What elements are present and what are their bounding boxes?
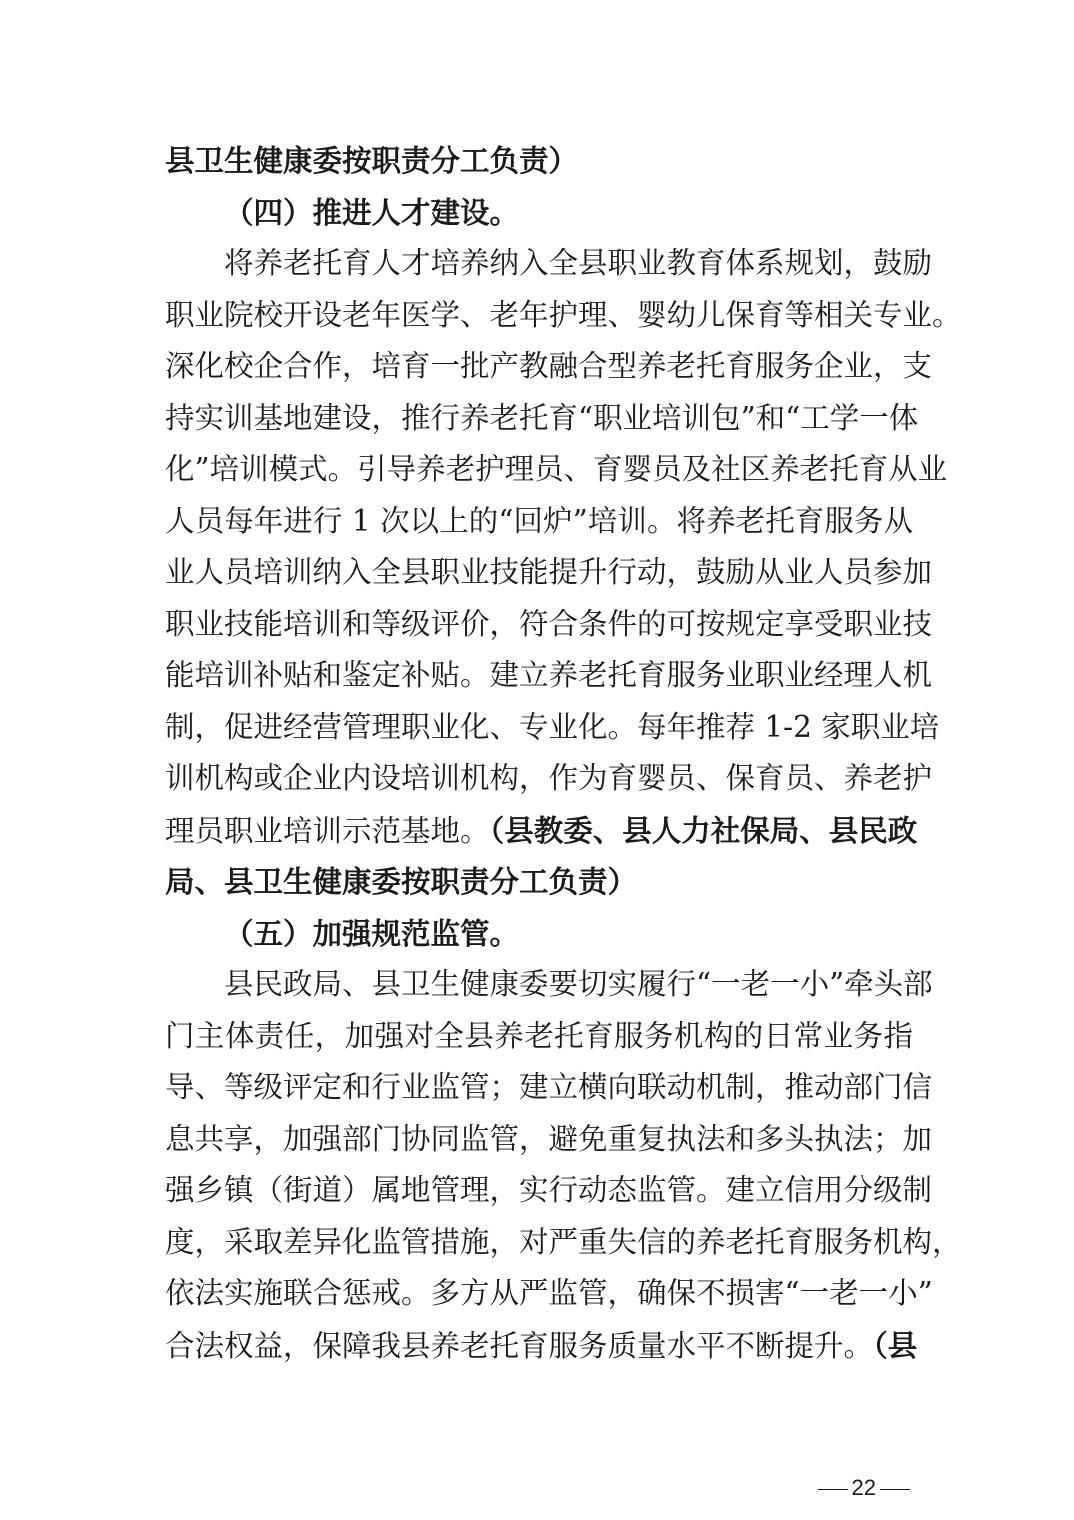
responsibility-text: （县教委、县人力社保局、县民政 [489, 812, 918, 848]
paragraph-line: 县民政局、县卫生健康委要切实履行“一老一小”牵头部 [224, 967, 933, 1001]
responsibility-line: 局、县卫生健康委按职责分工负责） [165, 864, 638, 899]
paragraph-line: 深化校企合作，培育一批产教融合型养老托育服务企业，支 [165, 349, 933, 383]
paragraph-text: 理员职业培训示范基地。 [165, 813, 490, 848]
paragraph-line: 度，采取差异化监管措施，对严重失信的养老托育服务机构， [165, 1224, 962, 1259]
paragraph-line: 息共享，加强部门协同监管，避免重复执法和多头执法；加 [165, 1121, 933, 1156]
paragraph-line: 职业院校开设老年医学、老年护理、婴幼儿保育等相关专业。 [165, 297, 962, 332]
paragraph-text: 合法权益，保障我县养老托育服务质量水平不断提升。 [165, 1328, 874, 1363]
paragraph-line: 职业技能培训和等级评价，符合条件的可按规定享受职业技 [165, 606, 933, 641]
section-4-heading: （四）推进人才建设。 [224, 194, 520, 230]
paragraph-line: 门主体责任，加强对全县养老托育服务机构的日常业务指 [165, 1018, 913, 1053]
footer-dash-right [880, 1489, 910, 1490]
paragraph-line: 将养老托育人才培养纳入全县职业教育体系规划，鼓励 [224, 246, 933, 280]
paragraph-line [165, 1320, 918, 1372]
responsibility-text: （县 [873, 1327, 918, 1363]
paragraph-line: 导、等级评定和行业监管；建立横向联动机制，推动部门信 [165, 1070, 933, 1104]
paragraph-line: 训机构或企业内设培训机构，作为育婴员、保育员、养老护 [165, 761, 933, 795]
paragraph-line: 能培训补贴和鉴定补贴。建立养老托育服务业职业经理人机 [165, 658, 933, 692]
paragraph-line: 化”培训模式。引导养老护理员、育婴员及社区养老托育从业 [165, 452, 948, 486]
footer-dash-left [818, 1489, 848, 1490]
page-footer [814, 1475, 914, 1501]
paragraph-line: 强乡镇（街道）属地管理，实行动态监管。建立信用分级制 [165, 1173, 933, 1207]
page-number: 22 [851, 1475, 876, 1500]
paragraph-line: 持实训基地建设，推行养老托育“职业培训包”和“工学一体 [165, 400, 919, 435]
paragraph-line [165, 805, 918, 857]
section-5-heading: （五）加强规范监管。 [224, 915, 520, 951]
responsibility-line: 县卫生健康委按职责分工负责） [165, 143, 579, 178]
paragraph-line: 业人员培训纳入全县职业技能提升行动，鼓励从业人员参加 [165, 555, 933, 589]
paragraph-line: 依法实施联合惩戒。多方从严监管，确保不损害“一老一小” [165, 1276, 933, 1310]
paragraph-line: 制，促进经营管理职业化、专业化。每年推荐 1-2 家职业培 [165, 709, 940, 744]
paragraph-line: 人员每年进行 1 次以上的“回炉”培训。将养老托育服务从 [165, 503, 913, 538]
body-text [165, 135, 962, 1371]
